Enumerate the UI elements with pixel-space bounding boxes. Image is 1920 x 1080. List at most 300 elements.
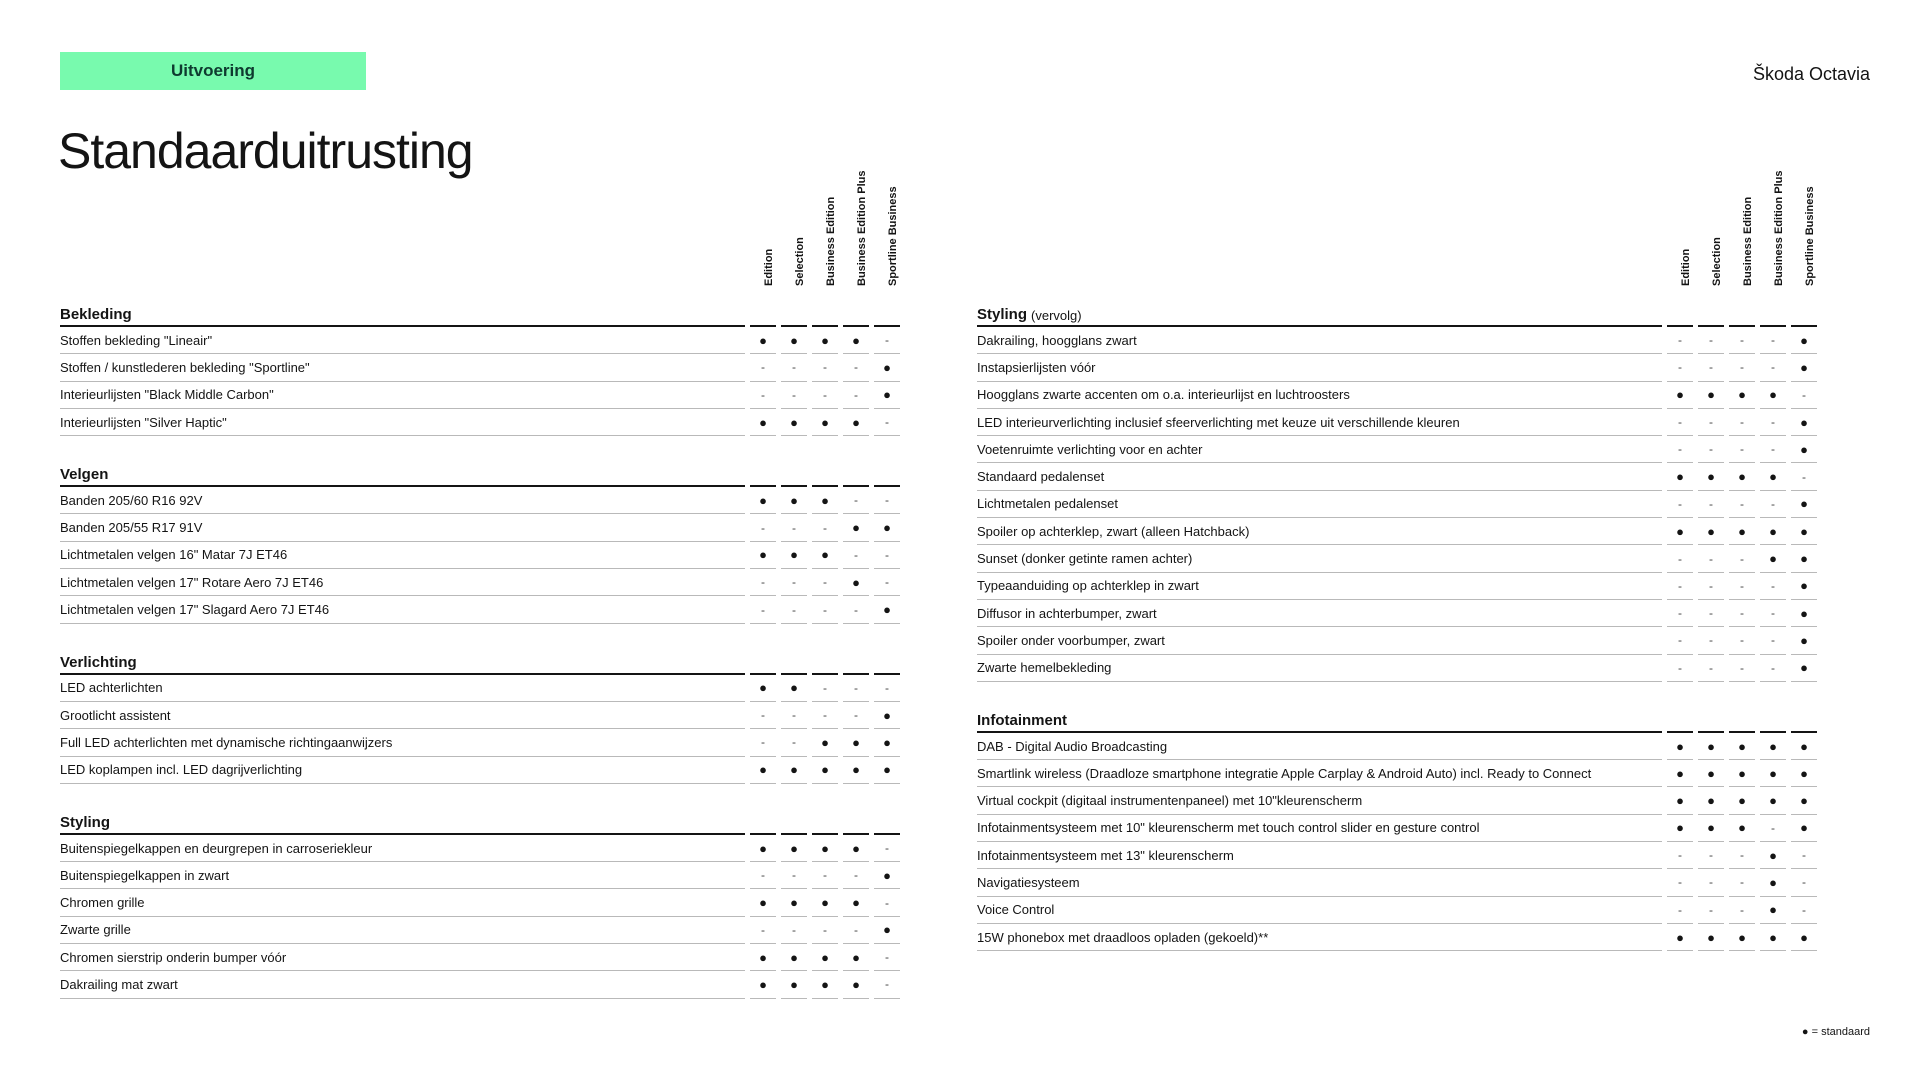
- brand-name: Škoda Octavia: [1752, 64, 1870, 84]
- standard-marker: ●: [1667, 518, 1693, 545]
- standard-marker: ●: [1791, 518, 1817, 545]
- standard-marker: ●: [1667, 760, 1693, 787]
- trim-header: [1665, 142, 1696, 292]
- not-available-marker: -: [843, 487, 869, 514]
- not-available-marker: -: [1667, 869, 1693, 896]
- trim-header-label: Edition: [763, 248, 775, 286]
- not-available-marker: -: [1791, 869, 1817, 896]
- table-row: [60, 596, 900, 623]
- not-available-marker: -: [1667, 897, 1693, 924]
- standard-marker: ●: [843, 835, 869, 862]
- table-row: [977, 463, 1817, 490]
- table-row: [60, 757, 900, 784]
- feature-label: Diffusor in achterbumper, zwart: [977, 600, 1662, 627]
- equipment-section: [977, 300, 1817, 682]
- table-row: [977, 869, 1817, 896]
- not-available-marker: -: [1760, 409, 1786, 436]
- section-header-cell: [812, 648, 838, 675]
- standard-marker: ●: [750, 889, 776, 916]
- not-available-marker: -: [1791, 463, 1817, 490]
- table-row: [977, 491, 1817, 518]
- standard-marker: ●: [1729, 463, 1755, 490]
- standard-marker: ●: [812, 971, 838, 998]
- feature-label: Dakrailing mat zwart: [60, 971, 745, 998]
- not-available-marker: -: [781, 862, 807, 889]
- table-row: [977, 842, 1817, 869]
- section-header-cell: [781, 460, 807, 487]
- table-row: [60, 675, 900, 702]
- standard-marker: ●: [1698, 518, 1724, 545]
- feature-label: Zwarte hemelbekleding: [977, 655, 1662, 682]
- feature-label: Spoiler op achterklep, zwart (alleen Hatchback): [977, 518, 1662, 545]
- section-header: [60, 648, 900, 675]
- not-available-marker: -: [1729, 354, 1755, 381]
- standard-marker: ●: [843, 409, 869, 436]
- not-available-marker: -: [1698, 491, 1724, 518]
- not-available-marker: -: [1760, 327, 1786, 354]
- standard-marker: ●: [1760, 842, 1786, 869]
- standard-marker: ●: [812, 409, 838, 436]
- table-row: [60, 889, 900, 916]
- not-available-marker: -: [1760, 354, 1786, 381]
- section-title: [60, 300, 745, 327]
- feature-label: Lichtmetalen velgen 17" Rotare Aero 7J ET46: [60, 569, 745, 596]
- standard-marker: ●: [812, 757, 838, 784]
- table-row: [60, 917, 900, 944]
- not-available-marker: -: [1729, 491, 1755, 518]
- equipment-table-left: [60, 140, 900, 1023]
- standard-marker: ●: [1729, 382, 1755, 409]
- equipment-section: [60, 460, 900, 623]
- trim-header: [810, 142, 841, 292]
- legend-footnote: ● = standaard: [1801, 1026, 1870, 1038]
- equipment-section: [977, 706, 1817, 951]
- not-available-marker: -: [1698, 600, 1724, 627]
- section-header-cell: [781, 808, 807, 835]
- standard-marker: ●: [1791, 545, 1817, 572]
- section-title: [977, 300, 1662, 327]
- not-available-marker: -: [1729, 627, 1755, 654]
- not-available-marker: -: [750, 514, 776, 541]
- standard-marker: ●: [781, 487, 807, 514]
- not-available-marker: -: [750, 862, 776, 889]
- page-title: Standaarduitrusting: [58, 123, 473, 179]
- not-available-marker: -: [812, 675, 838, 702]
- not-available-marker: -: [843, 862, 869, 889]
- section-header-cell: [781, 648, 807, 675]
- section-header: [60, 460, 900, 487]
- not-available-marker: -: [750, 596, 776, 623]
- feature-label: Smartlink wireless (Draadloze smartphone integratie Apple Carplay & Android Auto) incl. Ready to Connect: [977, 760, 1662, 787]
- standard-marker: ●: [781, 944, 807, 971]
- standard-marker: ●: [1791, 655, 1817, 682]
- trim-header-label: Selection: [794, 237, 806, 286]
- section-header-cell: [1667, 300, 1693, 327]
- section-header-cell: [750, 300, 776, 327]
- equipment-section: [60, 808, 900, 999]
- standard-marker: ●: [843, 971, 869, 998]
- not-available-marker: -: [1667, 354, 1693, 381]
- section-subtitle: (vervolg): [1031, 308, 1082, 323]
- not-available-marker: -: [750, 917, 776, 944]
- trim-header: [841, 142, 872, 292]
- standard-marker: ●: [781, 889, 807, 916]
- standard-marker: ●: [874, 382, 900, 409]
- not-available-marker: -: [1729, 655, 1755, 682]
- standard-marker: ●: [1760, 897, 1786, 924]
- table-row: [60, 327, 900, 354]
- not-available-marker: -: [1698, 409, 1724, 436]
- table-row: [977, 924, 1817, 951]
- feature-label: DAB - Digital Audio Broadcasting: [977, 733, 1662, 760]
- standard-marker: ●: [781, 757, 807, 784]
- section-header-cell: [874, 648, 900, 675]
- not-available-marker: -: [1667, 545, 1693, 572]
- standard-marker: ●: [1667, 815, 1693, 842]
- trim-header: [1696, 142, 1727, 292]
- section-header-cell: [874, 808, 900, 835]
- standard-marker: ●: [1791, 760, 1817, 787]
- standard-marker: ●: [1760, 733, 1786, 760]
- trim-header-label: Business Edition: [825, 196, 837, 286]
- standard-marker: ●: [843, 889, 869, 916]
- not-available-marker: -: [1667, 409, 1693, 436]
- not-available-marker: -: [843, 382, 869, 409]
- not-available-marker: -: [1698, 545, 1724, 572]
- equipment-table-right: [977, 140, 1817, 975]
- not-available-marker: -: [843, 675, 869, 702]
- not-available-marker: -: [1791, 897, 1817, 924]
- standard-marker: ●: [812, 487, 838, 514]
- standard-marker: ●: [1791, 787, 1817, 814]
- standard-marker: ●: [812, 944, 838, 971]
- table-row: [977, 409, 1817, 436]
- section-header-cell: [843, 300, 869, 327]
- standard-marker: ●: [1667, 382, 1693, 409]
- table-row: [60, 862, 900, 889]
- not-available-marker: -: [1698, 655, 1724, 682]
- trim-header: [1758, 142, 1789, 292]
- not-available-marker: -: [1698, 869, 1724, 896]
- not-available-marker: -: [1667, 327, 1693, 354]
- standard-marker: ●: [750, 757, 776, 784]
- not-available-marker: -: [812, 382, 838, 409]
- table-row: [60, 971, 900, 998]
- section-header-cell: [1760, 300, 1786, 327]
- section-header-cell: [1729, 706, 1755, 733]
- standard-marker: ●: [812, 729, 838, 756]
- standard-marker: ●: [750, 409, 776, 436]
- standard-marker: ●: [812, 835, 838, 862]
- table-row: [977, 897, 1817, 924]
- feature-label: Voetenruimte verlichting voor en achter: [977, 436, 1662, 463]
- trim-header: [779, 142, 810, 292]
- not-available-marker: -: [1729, 545, 1755, 572]
- feature-label: 15W phonebox met draadloos opladen (gekoeld)**: [977, 924, 1662, 951]
- standard-marker: ●: [750, 327, 776, 354]
- not-available-marker: -: [1729, 842, 1755, 869]
- not-available-marker: -: [812, 862, 838, 889]
- not-available-marker: -: [1667, 842, 1693, 869]
- standard-marker: ●: [781, 675, 807, 702]
- not-available-marker: -: [1791, 842, 1817, 869]
- section-title: [977, 706, 1662, 733]
- standard-marker: ●: [1791, 924, 1817, 951]
- not-available-marker: -: [812, 354, 838, 381]
- trim-header: [872, 142, 903, 292]
- feature-label: Zwarte grille: [60, 917, 745, 944]
- standard-marker: ●: [1729, 733, 1755, 760]
- not-available-marker: -: [812, 596, 838, 623]
- section-header-cell: [843, 648, 869, 675]
- standard-marker: ●: [1791, 436, 1817, 463]
- table-row: [60, 702, 900, 729]
- feature-label: Buitenspiegelkappen in zwart: [60, 862, 745, 889]
- standard-marker: ●: [1729, 924, 1755, 951]
- standard-marker: ●: [1698, 382, 1724, 409]
- not-available-marker: -: [1729, 869, 1755, 896]
- section-header-cell: [1791, 300, 1817, 327]
- standard-marker: ●: [781, 542, 807, 569]
- feature-label: Full LED achterlichten met dynamische richtingaanwijzers: [60, 729, 745, 756]
- section-header: [60, 300, 900, 327]
- standard-marker: ●: [750, 971, 776, 998]
- standard-marker: ●: [1729, 518, 1755, 545]
- feature-label: Stoffen / kunstlederen bekleding "Sportline": [60, 354, 745, 381]
- not-available-marker: -: [750, 702, 776, 729]
- not-available-marker: -: [1760, 627, 1786, 654]
- standard-marker: ●: [1667, 733, 1693, 760]
- table-row: [977, 600, 1817, 627]
- feature-label: Infotainmentsysteem met 10" kleurenscherm met touch control slider en gesture control: [977, 815, 1662, 842]
- not-available-marker: -: [812, 917, 838, 944]
- section-header-cell: [750, 648, 776, 675]
- section-header-cell: [1698, 706, 1724, 733]
- trim-header-label: Business Edition: [1742, 196, 1754, 286]
- not-available-marker: -: [874, 409, 900, 436]
- feature-label: Typeaanduiding op achterklep in zwart: [977, 573, 1662, 600]
- trim-header: [1727, 142, 1758, 292]
- table-row: [60, 409, 900, 436]
- not-available-marker: -: [781, 596, 807, 623]
- not-available-marker: -: [1760, 600, 1786, 627]
- not-available-marker: -: [1729, 409, 1755, 436]
- section-title-text: Styling: [60, 813, 111, 831]
- section-header-cell: [750, 460, 776, 487]
- section-header-cell: [874, 300, 900, 327]
- standard-marker: ●: [843, 729, 869, 756]
- not-available-marker: -: [1729, 600, 1755, 627]
- table-row: [60, 382, 900, 409]
- standard-marker: ●: [1760, 463, 1786, 490]
- not-available-marker: -: [874, 487, 900, 514]
- not-available-marker: -: [843, 702, 869, 729]
- standard-marker: ●: [843, 944, 869, 971]
- not-available-marker: -: [1760, 436, 1786, 463]
- standard-marker: ●: [874, 596, 900, 623]
- table-row: [977, 327, 1817, 354]
- standard-marker: ●: [1791, 409, 1817, 436]
- table-row: [977, 787, 1817, 814]
- not-available-marker: -: [874, 835, 900, 862]
- standard-marker: ●: [874, 514, 900, 541]
- section-header-cell: [1760, 706, 1786, 733]
- standard-marker: ●: [1760, 518, 1786, 545]
- section-header: [60, 808, 900, 835]
- table-row: [60, 944, 900, 971]
- standard-marker: ●: [874, 917, 900, 944]
- table-row: [977, 573, 1817, 600]
- section-header: [977, 706, 1817, 733]
- table-row: [60, 569, 900, 596]
- not-available-marker: -: [781, 702, 807, 729]
- not-available-marker: -: [1729, 897, 1755, 924]
- standard-marker: ●: [1791, 815, 1817, 842]
- section-tag: Uitvoering: [60, 52, 366, 90]
- standard-marker: ●: [874, 702, 900, 729]
- not-available-marker: -: [1698, 627, 1724, 654]
- standard-marker: ●: [750, 675, 776, 702]
- feature-label: LED koplampen incl. LED dagrijverlichting: [60, 757, 745, 784]
- not-available-marker: -: [1729, 436, 1755, 463]
- standard-marker: ●: [874, 354, 900, 381]
- table-row: [60, 729, 900, 756]
- standard-marker: ●: [750, 835, 776, 862]
- table-row: [60, 354, 900, 381]
- standard-marker: ●: [874, 729, 900, 756]
- trim-header-label: Business Edition Plus: [856, 170, 868, 286]
- feature-label: Virtual cockpit (digitaal instrumentenpaneel) met 10"kleurenscherm: [977, 787, 1662, 814]
- table-row: [977, 815, 1817, 842]
- standard-marker: ●: [1791, 733, 1817, 760]
- section-header-cell: [1667, 706, 1693, 733]
- not-available-marker: -: [1760, 815, 1786, 842]
- section-header-cell: [812, 460, 838, 487]
- not-available-marker: -: [1667, 600, 1693, 627]
- not-available-marker: -: [781, 917, 807, 944]
- standard-marker: ●: [1729, 760, 1755, 787]
- not-available-marker: -: [1667, 627, 1693, 654]
- standard-marker: ●: [750, 542, 776, 569]
- section-header-cell: [843, 460, 869, 487]
- trim-header-label: Sportline Business: [1804, 186, 1816, 286]
- not-available-marker: -: [1667, 573, 1693, 600]
- standard-marker: ●: [1698, 463, 1724, 490]
- not-available-marker: -: [781, 514, 807, 541]
- not-available-marker: -: [1729, 573, 1755, 600]
- standard-marker: ●: [1760, 924, 1786, 951]
- not-available-marker: -: [812, 514, 838, 541]
- not-available-marker: -: [750, 569, 776, 596]
- section-title-text: Velgen: [60, 466, 109, 484]
- not-available-marker: -: [781, 729, 807, 756]
- standard-marker: ●: [1729, 815, 1755, 842]
- standard-marker: ●: [1760, 382, 1786, 409]
- standard-marker: ●: [843, 757, 869, 784]
- table-row: [60, 487, 900, 514]
- table-row: [977, 518, 1817, 545]
- standard-marker: ●: [843, 569, 869, 596]
- feature-label: Instapsierlijsten vóór: [977, 354, 1662, 381]
- not-available-marker: -: [843, 917, 869, 944]
- feature-label: Interieurlijsten "Silver Haptic": [60, 409, 745, 436]
- section-header-cell: [812, 300, 838, 327]
- section-title-text: Styling: [977, 306, 1028, 323]
- not-available-marker: -: [750, 354, 776, 381]
- not-available-marker: -: [874, 569, 900, 596]
- standard-marker: ●: [812, 889, 838, 916]
- not-available-marker: -: [1698, 436, 1724, 463]
- standard-marker: ●: [1791, 491, 1817, 518]
- section-title-text: Bekleding: [60, 306, 132, 323]
- feature-label: Lichtmetalen velgen 16" Matar 7J ET46: [60, 542, 745, 569]
- not-available-marker: -: [1667, 655, 1693, 682]
- not-available-marker: -: [874, 889, 900, 916]
- standard-marker: ●: [781, 835, 807, 862]
- trim-header: [1789, 142, 1820, 292]
- trim-header-label: Business Edition Plus: [1773, 170, 1785, 286]
- feature-label: Chromen sierstrip onderin bumper vóór: [60, 944, 745, 971]
- feature-label: Dakrailing, hoogglans zwart: [977, 327, 1662, 354]
- standard-marker: ●: [1667, 924, 1693, 951]
- feature-label: Navigatiesysteem: [977, 869, 1662, 896]
- section-header-cell: [781, 300, 807, 327]
- not-available-marker: -: [781, 354, 807, 381]
- standard-marker: ●: [750, 944, 776, 971]
- standard-marker: ●: [1791, 627, 1817, 654]
- trim-header-row: [977, 140, 1817, 300]
- feature-label: Stoffen bekleding "Lineair": [60, 327, 745, 354]
- standard-marker: ●: [1698, 733, 1724, 760]
- standard-marker: ●: [843, 514, 869, 541]
- feature-label: Standaard pedalenset: [977, 463, 1662, 490]
- standard-marker: ●: [843, 327, 869, 354]
- feature-label: LED achterlichten: [60, 675, 745, 702]
- section-title-text: Verlichting: [60, 653, 137, 671]
- not-available-marker: -: [1791, 382, 1817, 409]
- not-available-marker: -: [1698, 354, 1724, 381]
- feature-label: Interieurlijsten "Black Middle Carbon": [60, 382, 745, 409]
- not-available-marker: -: [1667, 436, 1693, 463]
- standard-marker: ●: [1760, 760, 1786, 787]
- not-available-marker: -: [874, 971, 900, 998]
- table-row: [60, 542, 900, 569]
- not-available-marker: -: [1698, 573, 1724, 600]
- table-row: [977, 760, 1817, 787]
- not-available-marker: -: [1698, 327, 1724, 354]
- table-row: [977, 436, 1817, 463]
- table-row: [60, 835, 900, 862]
- standard-marker: ●: [812, 327, 838, 354]
- standard-marker: ●: [750, 487, 776, 514]
- feature-label: Voice Control: [977, 897, 1662, 924]
- feature-label: Lichtmetalen velgen 17" Slagard Aero 7J ET46: [60, 596, 745, 623]
- not-available-marker: -: [1729, 327, 1755, 354]
- standard-marker: ●: [1698, 815, 1724, 842]
- not-available-marker: -: [874, 944, 900, 971]
- feature-label: Sunset (donker getinte ramen achter): [977, 545, 1662, 572]
- standard-marker: ●: [781, 971, 807, 998]
- trim-header-label: Edition: [1680, 248, 1692, 286]
- standard-marker: ●: [1791, 327, 1817, 354]
- feature-label: Lichtmetalen pedalenset: [977, 491, 1662, 518]
- not-available-marker: -: [1760, 573, 1786, 600]
- not-available-marker: -: [843, 596, 869, 623]
- standard-marker: ●: [1791, 573, 1817, 600]
- standard-marker: ●: [1760, 787, 1786, 814]
- trim-header-row: [60, 140, 900, 300]
- table-row: [977, 354, 1817, 381]
